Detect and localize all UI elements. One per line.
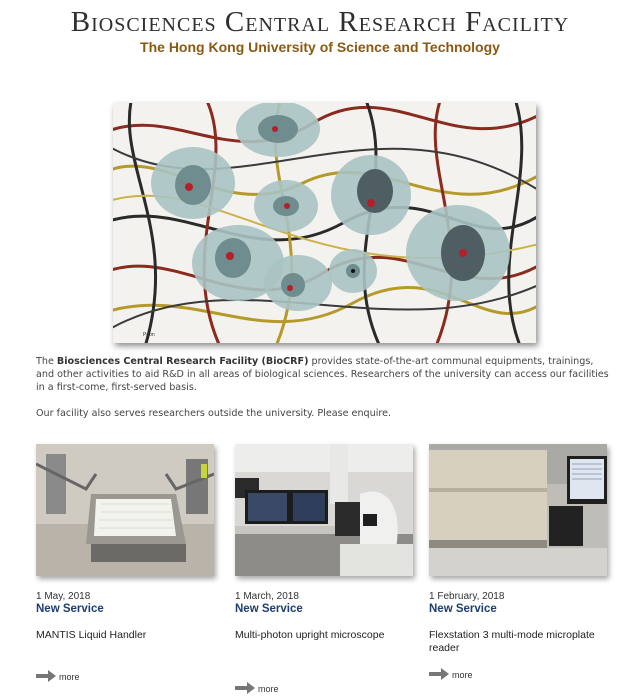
arrow-right-icon: [36, 670, 56, 682]
more-link-label: more: [59, 672, 80, 682]
news-card: [429, 444, 607, 655]
arrow-right-icon: [235, 682, 255, 694]
more-link-label: more: [258, 684, 279, 694]
hero-artwork: [113, 103, 536, 343]
news-card: [235, 444, 413, 642]
news-card: [36, 444, 214, 642]
artist-signature: Poon: [143, 332, 155, 338]
news-photo-liquid-handler[interactable]: [36, 444, 214, 576]
site-title: Biosciences Central Research Facility: [70, 6, 570, 38]
news-photo-microscope[interactable]: [235, 444, 413, 576]
news-date: 1 February, 2018: [429, 591, 505, 602]
news-title: Flexstation 3 multi-mode microplate reader: [429, 629, 595, 654]
more-link-label: more: [452, 670, 473, 680]
facility-name: Biosciences Central Research Facility (BioCRF): [56, 356, 309, 367]
more-link-3[interactable]: [429, 668, 473, 680]
intro-text: [36, 355, 612, 420]
news-type: New Service: [36, 603, 104, 615]
arrow-right-icon: [429, 668, 449, 680]
more-link-2[interactable]: [235, 682, 279, 694]
news-title: Multi-photon upright microscope: [235, 629, 385, 641]
more-link-1[interactable]: [36, 670, 80, 682]
news-title: MANTIS Liquid Handler: [36, 629, 147, 641]
news-type: New Service: [235, 603, 303, 615]
intro-paragraph-2: Our facility also serves researchers outside the university. Please enquire.: [36, 408, 392, 419]
news-photo-microplate-reader[interactable]: [429, 444, 607, 576]
news-date: 1 May, 2018: [36, 591, 91, 602]
news-date: 1 March, 2018: [235, 591, 299, 602]
news-type: New Service: [429, 603, 497, 615]
site-subtitle: The Hong Kong University of Science and Technology: [140, 39, 500, 55]
intro-paragraph-1: The Biosciences Central Research Facility (BioCRF) provides state-of-the-art communal equipments, trainings, and other activities to aid R&D in all areas of biological sciences. Researchers of the university can access our facilities in a first-come, first-served basis.: [36, 356, 609, 393]
